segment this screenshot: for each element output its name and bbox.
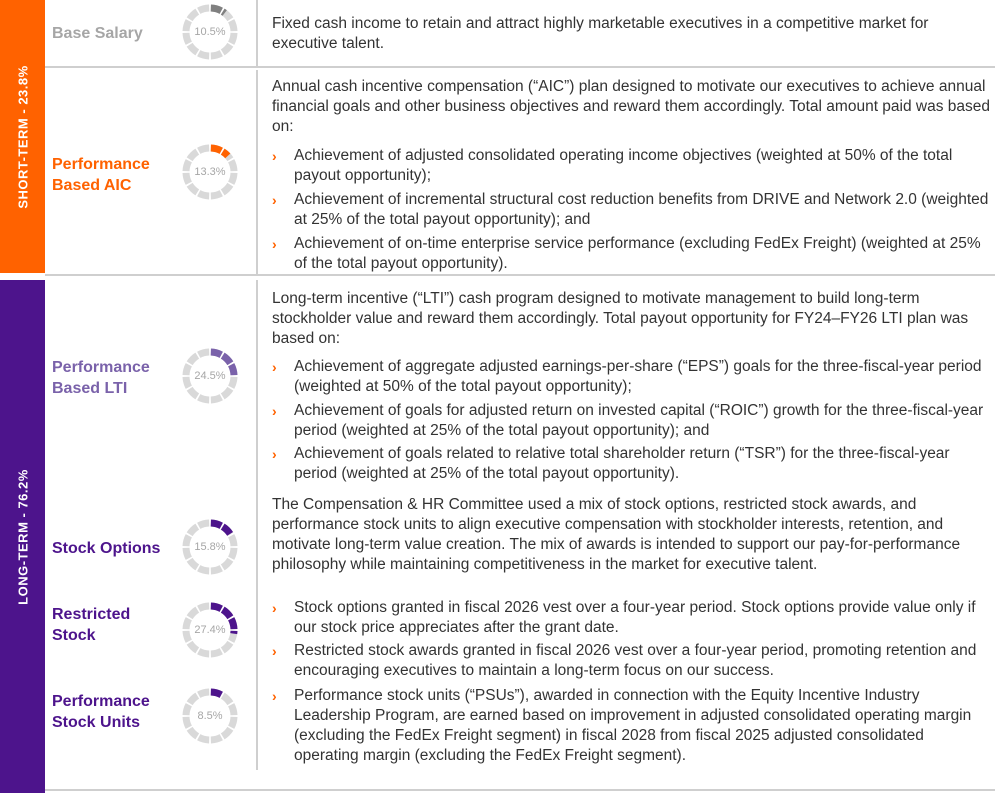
row-divider: [45, 274, 995, 276]
list-item: › Achievement of aggregate adjusted earnings-per-share (“EPS”) goals for the three-fiscal-year period (weighted at 50% of the total payout opportunity);: [272, 358, 982, 395]
lti-label: Performance Based LTI: [52, 359, 150, 397]
psu-donut: [181, 687, 239, 745]
stock-options-label: Stock Options: [52, 540, 161, 557]
chevron-right-icon: ›: [272, 600, 277, 616]
list-item: › Achievement of incremental structural cost reduction benefits from DRIVE and Network 2.0 (weighted at 25% of the total payout opportunity); and: [272, 191, 989, 228]
long-term-band: [0, 280, 45, 793]
list-item: › Achievement of goals for adjusted return on invested capital (“ROIC”) growth for the three-fiscal-year period (weighted at 25% of the total payout opportunity); and: [272, 402, 984, 439]
list-item: › Achievement of goals related to relative total shareholder return (“TSR”) for the three-fiscal-year period (weighted at 25% of the total payout opportunity).: [272, 445, 950, 482]
chevron-right-icon: ›: [272, 359, 277, 375]
chevron-right-icon: ›: [272, 148, 277, 164]
base-salary-percent: 10.5%: [194, 26, 226, 38]
short-term-label: SHORT-TERM - 23.8%: [15, 64, 30, 209]
list-item: › Achievement of adjusted consolidated operating income objectives (weighted at 50% of the total payout opportunity);: [272, 147, 953, 184]
chevron-right-icon: ›: [272, 403, 277, 419]
stock-options-donut: [181, 518, 239, 576]
column-divider: [256, 70, 258, 274]
row-divider: [45, 66, 995, 68]
lti-intro: Long-term incentive (“LTI”) cash program designed to motivate management to build long-term stockholder value and reward them accordingly. Total payout opportunity for FY24–FY26 LTI plan was based on:: [272, 290, 969, 347]
chevron-right-icon: ›: [272, 446, 277, 462]
stock-options-percent: 15.8%: [194, 541, 226, 553]
chevron-right-icon: ›: [272, 192, 277, 208]
restricted-stock-donut: [181, 601, 239, 659]
list-item: › Restricted stock awards granted in fiscal 2026 vest over a four-year period, promoting retention and encouraging executives to maintain a long-term focus on our success.: [272, 642, 977, 679]
base-salary-donut: [181, 3, 239, 61]
list-item: › Performance stock units (“PSUs”), awarded in connection with the Equity Incentive Industry Leadership Program, are earned based on improvement in adjusted consolidated operating margin (excluding the FedEx Freight segment) in fiscal 2028 from fiscal 2025 adjusted consolidated operating margin (excluding the FedEx Freight segment).: [272, 687, 972, 764]
list-item: › Achievement of on-time enterprise service performance (excluding FedEx Freight) (weighted at 25% of the total payout opportunity).: [272, 235, 981, 272]
aic-donut: [181, 143, 239, 201]
psu-label: Performance Stock Units: [52, 693, 150, 731]
list-item: › Stock options granted in fiscal 2026 vest over a four-year period. Stock options provide value only if our stock price appreciates after the grant date.: [272, 599, 976, 636]
base-salary-label: Base Salary: [52, 25, 143, 42]
aic-label: Performance Based AIC: [52, 156, 150, 194]
restricted-stock-label: Restricted Stock: [52, 606, 131, 644]
restricted-stock-percent: 27.4%: [194, 624, 226, 636]
lti-donut: [181, 347, 239, 405]
aic-intro: Annual cash incentive compensation (“AIC”) plan designed to motivate our executives to achieve annual financial goals and other business objectives and reward them accordingly. Total amount paid was based on:: [272, 78, 991, 135]
row-divider: [45, 789, 995, 791]
chevron-right-icon: ›: [272, 688, 277, 704]
column-divider: [256, 280, 258, 770]
short-term-band: [0, 0, 45, 273]
lti-percent: 24.5%: [194, 370, 226, 382]
aic-percent: 13.3%: [194, 166, 226, 178]
equity-intro: The Compensation & HR Committee used a mix of stock options, restricted stock awards, and performance stock units to align executive compensation with stockholder interests, retention, and motivate long-term value creation. The mix of awards is intended to support our pay-for-performance philosophy while maintaining competitiveness in the market for executive talent.: [272, 496, 961, 573]
psu-percent: 8.5%: [197, 710, 223, 722]
chevron-right-icon: ›: [272, 643, 277, 659]
long-term-label: LONG-TERM - 76.2%: [15, 468, 30, 605]
column-divider: [256, 0, 258, 66]
base-salary-description: Fixed cash income to retain and attract highly marketable executives in a competitive market for executive talent.: [272, 15, 929, 52]
chevron-right-icon: ›: [272, 236, 277, 252]
